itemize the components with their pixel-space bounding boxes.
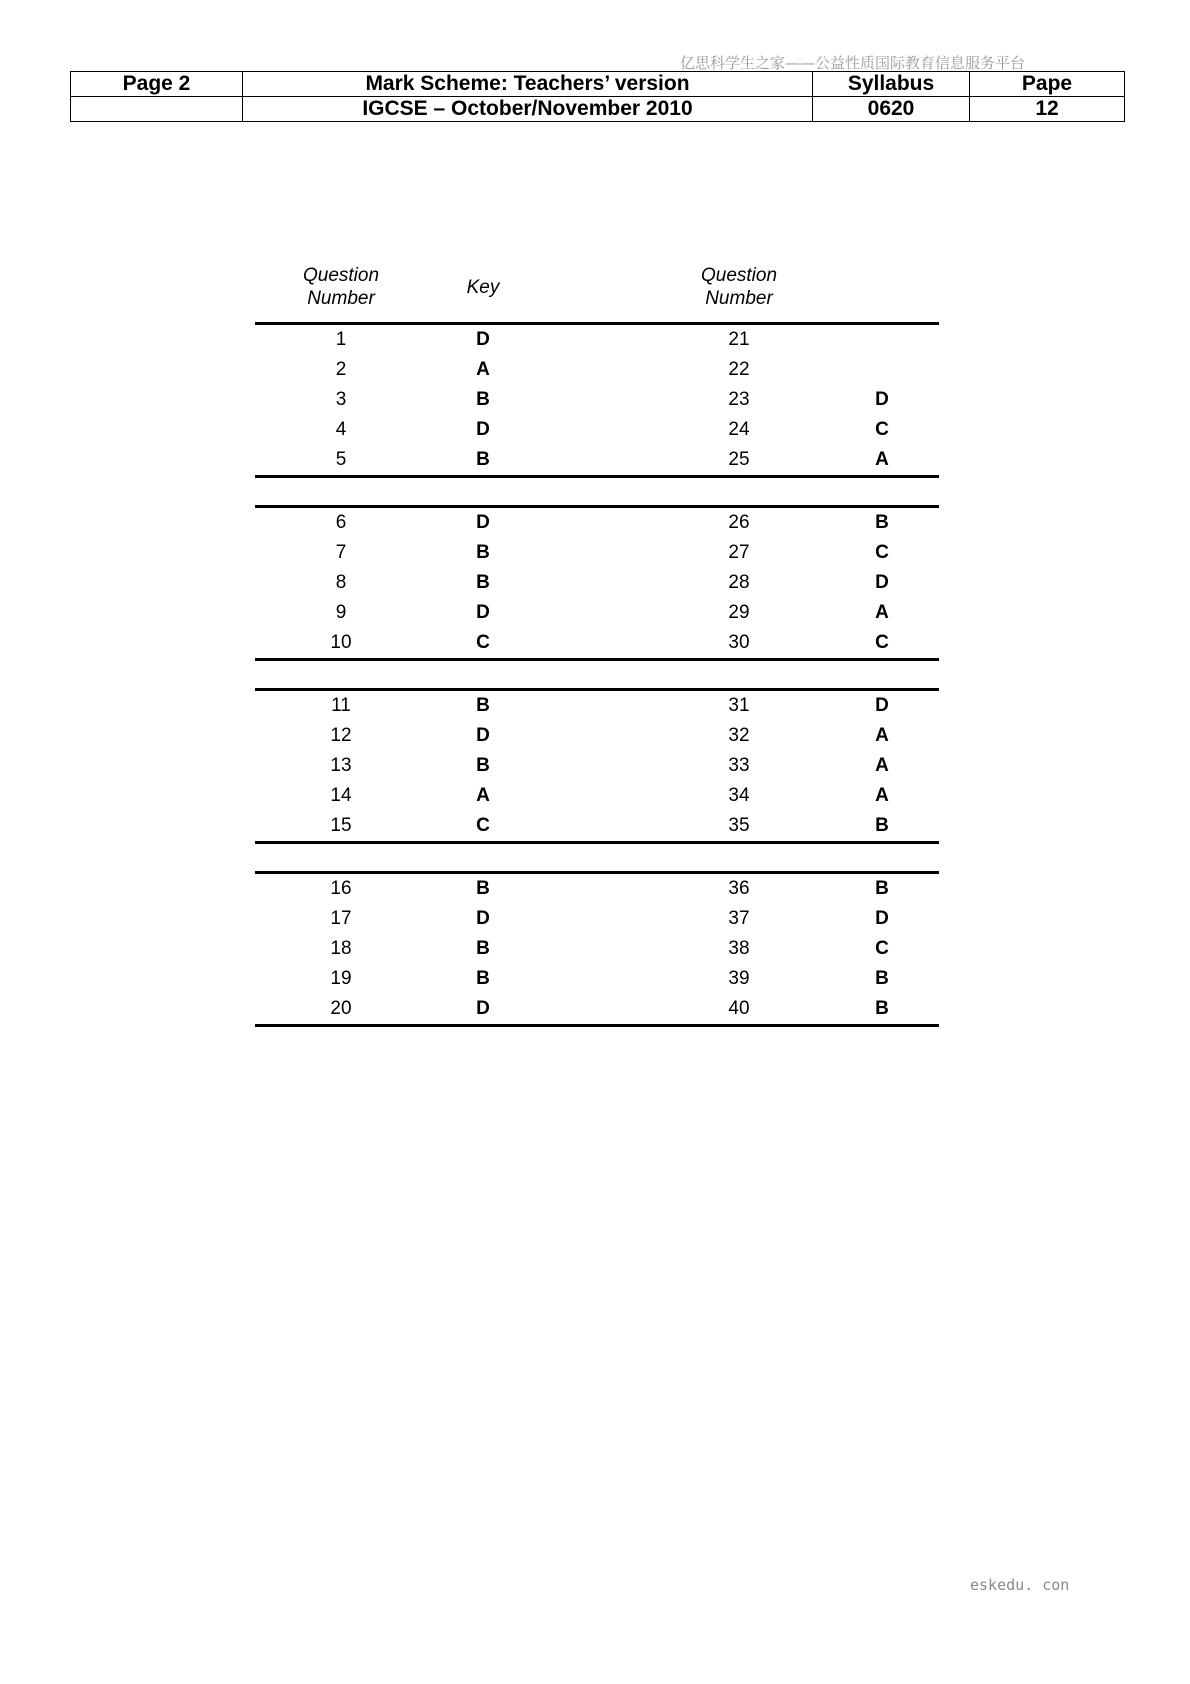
paper-label: Pape	[970, 72, 1125, 97]
question-number: 34	[728, 785, 750, 806]
answer-key: B	[476, 389, 490, 410]
answer-key: B	[476, 449, 490, 470]
answer-key: D	[875, 389, 889, 410]
question-number: 38	[728, 938, 750, 959]
group-spacer	[255, 478, 939, 505]
answer-groups	[255, 322, 939, 1027]
answer-key: D	[476, 725, 490, 746]
answer-key: B	[875, 878, 889, 899]
document-subtitle: IGCSE – October/November 2010	[243, 97, 813, 122]
question-number: 39	[728, 968, 750, 989]
table-row	[255, 508, 939, 538]
answer-key: D	[476, 602, 490, 623]
question-number: 3	[335, 389, 347, 410]
answer-key-header	[255, 262, 939, 322]
answer-key: C	[875, 542, 889, 563]
question-number: 24	[728, 419, 750, 440]
question-number: 30	[728, 632, 750, 653]
table-row	[255, 781, 939, 811]
answer-key: B	[476, 878, 490, 899]
answer-key: D	[476, 998, 490, 1019]
question-number: 32	[728, 725, 750, 746]
question-number: 7	[335, 542, 347, 563]
answer-group	[255, 874, 939, 1024]
question-number: 33	[728, 755, 750, 776]
answer-key: D	[875, 572, 889, 593]
question-number: 14	[330, 785, 352, 806]
question-number: 22	[728, 359, 750, 380]
table-row	[255, 691, 939, 721]
question-number: 11	[331, 695, 351, 716]
answer-key: D	[476, 908, 490, 929]
question-number: 26	[728, 512, 750, 533]
question-number: 12	[330, 725, 352, 746]
table-row	[255, 415, 939, 445]
column-header-line: Question	[700, 265, 778, 286]
question-number: 21	[728, 329, 750, 350]
table-row	[255, 964, 939, 994]
answer-key: A	[875, 449, 889, 470]
question-number: 17	[330, 908, 352, 929]
answer-key: D	[476, 329, 490, 350]
question-number: 6	[335, 512, 347, 533]
answer-key: B	[875, 968, 889, 989]
table-row	[255, 538, 939, 568]
question-number: 15	[330, 815, 352, 836]
answer-group	[255, 508, 939, 658]
table-rule	[255, 1024, 939, 1027]
question-number: 1	[335, 329, 347, 350]
answer-key: B	[875, 998, 889, 1019]
question-number: 36	[728, 878, 750, 899]
question-number: 8	[335, 572, 347, 593]
table-row	[255, 598, 939, 628]
question-number: 18	[330, 938, 352, 959]
table-row	[255, 325, 939, 355]
paper-number: 12	[970, 97, 1125, 122]
question-number: 2	[335, 359, 347, 380]
answer-key: B	[476, 938, 490, 959]
answer-key: C	[875, 938, 889, 959]
column-header-key: Key	[466, 277, 500, 298]
answer-key: D	[875, 695, 889, 716]
syllabus-code: 0620	[813, 97, 970, 122]
answer-group	[255, 691, 939, 841]
answer-key: C	[476, 815, 490, 836]
answer-key-table	[255, 262, 939, 1027]
syllabus-label: Syllabus	[813, 72, 970, 97]
question-number: 27	[728, 542, 750, 563]
question-number: 20	[330, 998, 352, 1019]
question-number: 35	[728, 815, 750, 836]
column-header-question-number	[255, 264, 427, 310]
answer-key: B	[476, 695, 490, 716]
question-number: 4	[335, 419, 347, 440]
table-row	[255, 568, 939, 598]
column-header-line: Number	[705, 288, 773, 309]
question-number: 16	[330, 878, 352, 899]
group-spacer	[255, 844, 939, 871]
answer-group	[255, 325, 939, 475]
table-row	[255, 874, 939, 904]
watermark-top: 亿思科学生之家——公益性质国际教育信息服务平台	[680, 54, 1026, 72]
answer-key: B	[476, 968, 490, 989]
answer-key: B	[476, 755, 490, 776]
column-header-line: Question	[302, 265, 380, 286]
document-title: Mark Scheme: Teachers’ version	[243, 72, 813, 97]
question-number: 31	[728, 695, 750, 716]
answer-key: A	[875, 725, 889, 746]
table-row	[255, 811, 939, 841]
answer-key: B	[875, 512, 889, 533]
answer-key: A	[875, 785, 889, 806]
table-row	[255, 934, 939, 964]
answer-key: C	[875, 419, 889, 440]
answer-key: B	[875, 815, 889, 836]
question-number: 25	[728, 449, 750, 470]
watermark-bottom: eskedu. con	[970, 1576, 1070, 1594]
question-number: 40	[728, 998, 750, 1019]
table-row	[255, 355, 939, 385]
answer-key: B	[476, 572, 490, 593]
empty-cell	[71, 97, 243, 122]
answer-key: A	[476, 359, 490, 380]
group-spacer	[255, 661, 939, 688]
answer-key: C	[875, 632, 889, 653]
table-row	[255, 904, 939, 934]
question-number: 37	[728, 908, 750, 929]
table-row	[255, 994, 939, 1024]
table-row	[255, 751, 939, 781]
answer-key: B	[476, 542, 490, 563]
question-number: 23	[728, 389, 750, 410]
table-row	[255, 721, 939, 751]
answer-key: C	[476, 632, 490, 653]
question-number: 5	[335, 449, 347, 470]
answer-key: A	[875, 755, 889, 776]
question-number: 29	[728, 602, 750, 623]
question-number: 9	[335, 602, 347, 623]
answer-key: D	[875, 908, 889, 929]
header-table	[70, 71, 1125, 122]
page-label: Page 2	[71, 72, 243, 97]
question-number: 19	[330, 968, 352, 989]
column-header-line: Number	[307, 288, 375, 309]
answer-key: A	[476, 785, 490, 806]
table-row	[255, 385, 939, 415]
question-number: 13	[330, 755, 352, 776]
column-header-question-number-2	[653, 264, 825, 310]
table-row	[255, 445, 939, 475]
answer-key: A	[875, 602, 889, 623]
question-number: 28	[728, 572, 750, 593]
answer-key: D	[476, 512, 490, 533]
table-row	[255, 628, 939, 658]
answer-key: D	[476, 419, 490, 440]
question-number: 10	[330, 632, 352, 653]
